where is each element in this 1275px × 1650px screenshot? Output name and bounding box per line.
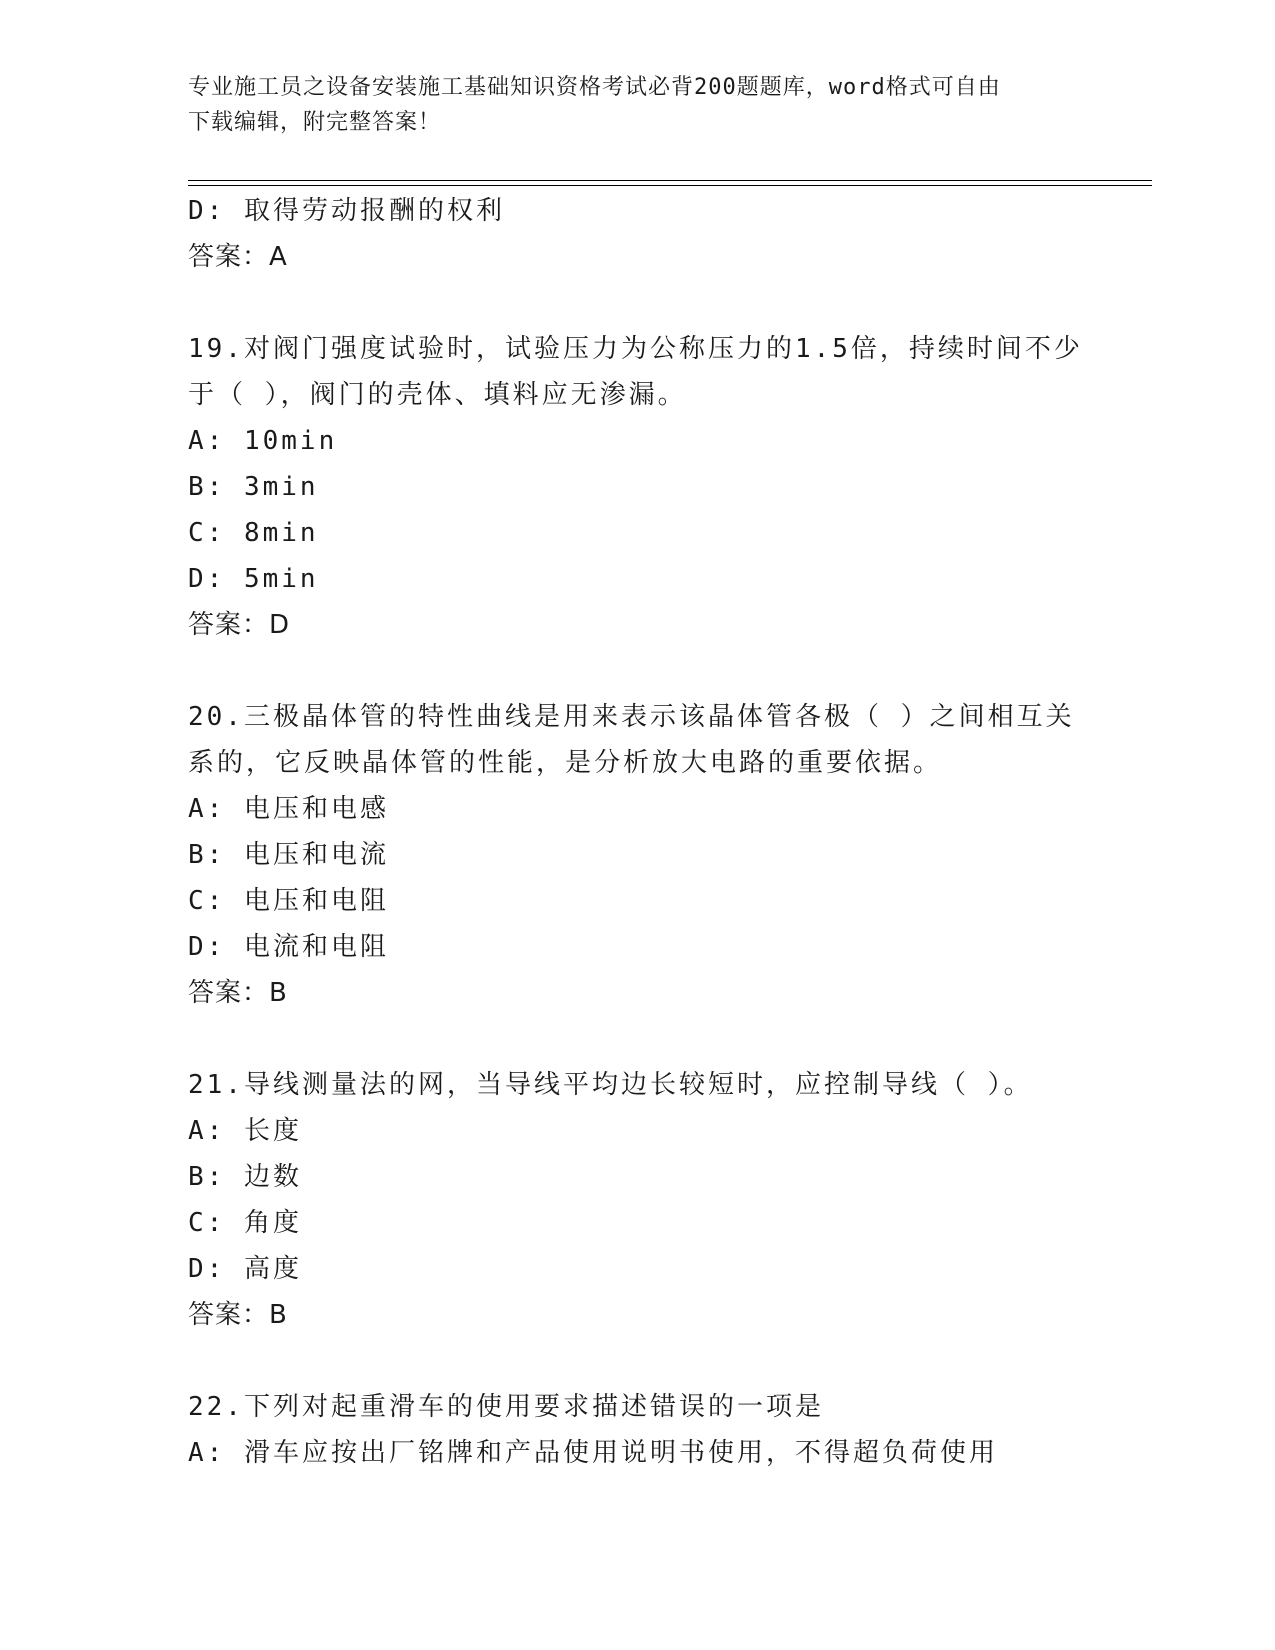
option-c: C: 8min [188,518,319,548]
header-divider-bottom [188,185,1152,186]
option-d: D: 电流和电阻 [188,932,389,962]
header-divider-top [188,180,1152,181]
option-a: A: 滑车应按出厂铭牌和产品使用说明书使用，不得超负荷使用 [188,1438,998,1468]
document-header [188,70,1088,140]
answer-line: 答案：B [188,1300,288,1330]
question-stem-continued: 于（ ），阀门的壳体、填料应无渗漏。 [188,380,687,410]
question-22 [188,1384,1088,1476]
option-a: A: 电压和电感 [188,794,389,824]
header-title-line-2: 下载编辑，附完整答案！ [188,110,442,135]
option-b: B: 电压和电流 [188,840,389,870]
option-d: D: 5min [188,564,319,594]
question-stem-continued: 系的，它反映晶体管的性能，是分析放大电路的重要依据。 [188,748,943,778]
option-a: A: 10min [188,426,338,456]
option-b: B: 边数 [188,1162,302,1192]
answer-line: 答案：A [188,242,288,272]
answer-line: 答案：B [188,978,288,1008]
question-stem: 21.导线测量法的网，当导线平均边长较短时，应控制导线（ ）。 [188,1070,1033,1100]
header-title-line-1: 专业施工员之设备安装施工基础知识资格考试必背200题题库，word格式可自由 [188,75,1001,100]
question-20 [188,694,1088,1016]
option-a: A: 长度 [188,1116,302,1146]
question-stem: 22.下列对起重滑车的使用要求描述错误的一项是 [188,1392,824,1422]
option-d: D: 取得劳动报酬的权利 [188,196,505,226]
option-c: C: 电压和电阻 [188,886,389,916]
option-d: D: 高度 [188,1254,302,1284]
answer-line: 答案：D [188,610,291,640]
question-21 [188,1062,1088,1338]
question-19 [188,326,1088,648]
option-c: C: 角度 [188,1208,302,1238]
question-list [188,188,1088,1476]
question-stem: 19.对阀门强度试验时，试验压力为公称压力的1.5倍，持续时间不少 [188,334,1083,364]
option-b: B: 3min [188,472,319,502]
question-stem: 20.三极晶体管的特性曲线是用来表示该晶体管各极（ ）之间相互关 [188,702,1075,732]
